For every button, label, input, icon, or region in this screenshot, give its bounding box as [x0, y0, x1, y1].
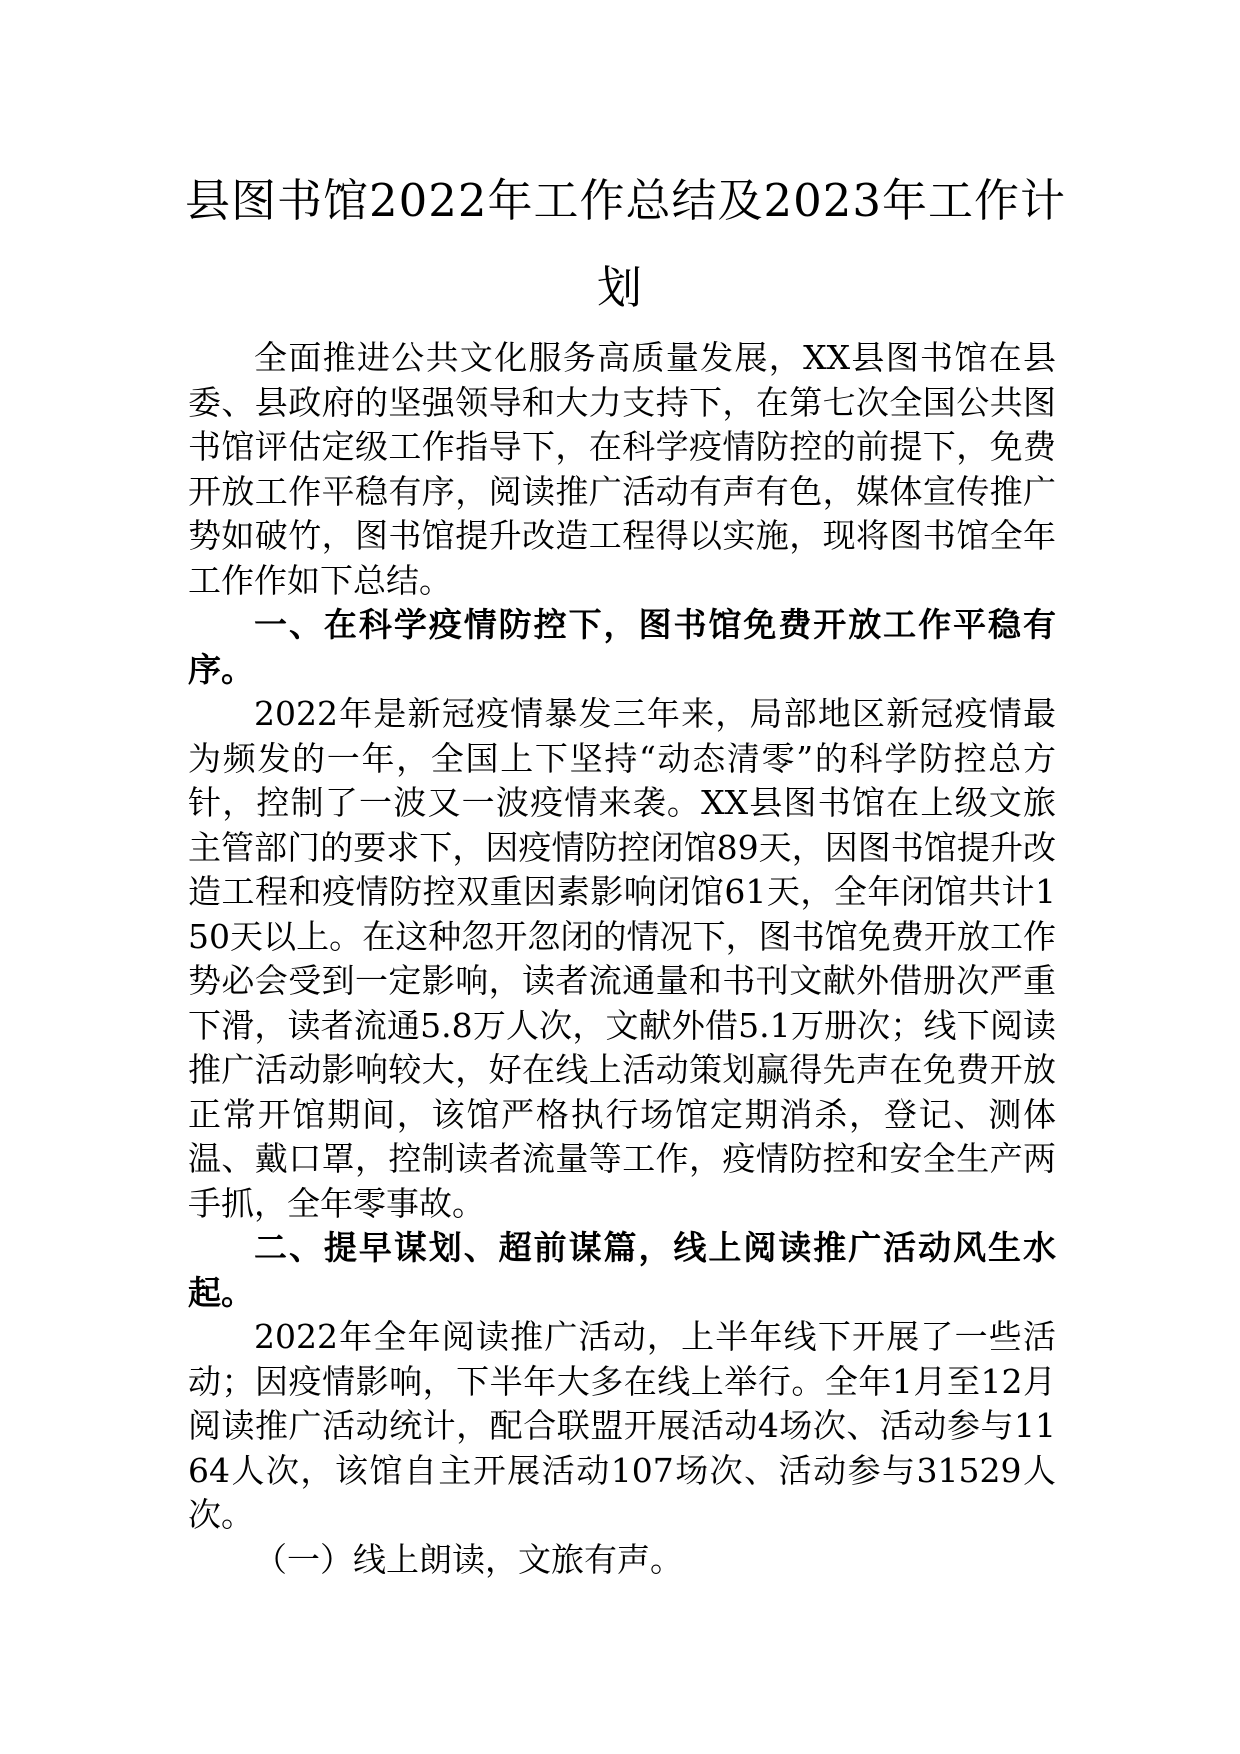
document-body: [188, 336, 1056, 1582]
document-title-line-1: 县图书馆2022年工作总结及2023年工作计: [185, 174, 1067, 227]
section-heading-1: 一、在科学疫情防控下，图书馆免费开放工作平稳有序。: [188, 605, 1056, 689]
subsection-heading-1: （一）线上朗读，文旅有声。: [254, 1539, 683, 1579]
intro-paragraph: 全面推进公共文化服务高质量发展，XX县图书馆在县委、县政府的坚强领导和大力支持下，在第七次全国公共图书馆评估定级工作指导下，在科学疫情防控的前提下，免费开放工作平稳有序，阅读推广活动有声有色，媒体宣传推广势如破竹，图书馆提升改造工程得以实施，现将图书馆全年工作作如下总结。: [188, 338, 1056, 600]
section-heading-2: 二、提早谋划、超前谋篇，线上阅读推广活动风生水起。: [188, 1228, 1056, 1312]
section-1-paragraph: 2022年是新冠疫情暴发三年来，局部地区新冠疫情最为频发的一年，全国上下坚持“动态清零”的科学防控总方针，控制了一波又一波疫情来袭。XX县图书馆在上级文旅主管部门的要求下，因疫情防控闭馆89天，因图书馆提升改造工程和疫情防控双重因素影响闭馆61天，全年闭馆共计150天以上。在这种忽开忽闭的情况下，图书馆免费开放工作势必会受到一定影响，读者流通量和书刊文献外借册次严重下滑，读者流通5.8万人次，文献外借5.1万册次；线下阅读推广活动影响较大，好在线上活动策划赢得先声在免费开放正常开馆期间，该馆严格执行场馆定期消杀，登记、测体温、戴口罩，控制读者流量等工作，疫情防控和安全生产两手抓，全年零事故。: [188, 694, 1056, 1223]
document-title-line-2: 划: [596, 261, 643, 314]
section-2-paragraph: 2022年全年阅读推广活动，上半年线下开展了一些活动；因疫情影响，下半年大多在线上举行。全年1月至12月阅读推广活动统计，配合联盟开展活动4场次、活动参与1164人次，该馆自主开展活动107场次、活动参与31529人次。: [188, 1317, 1056, 1534]
